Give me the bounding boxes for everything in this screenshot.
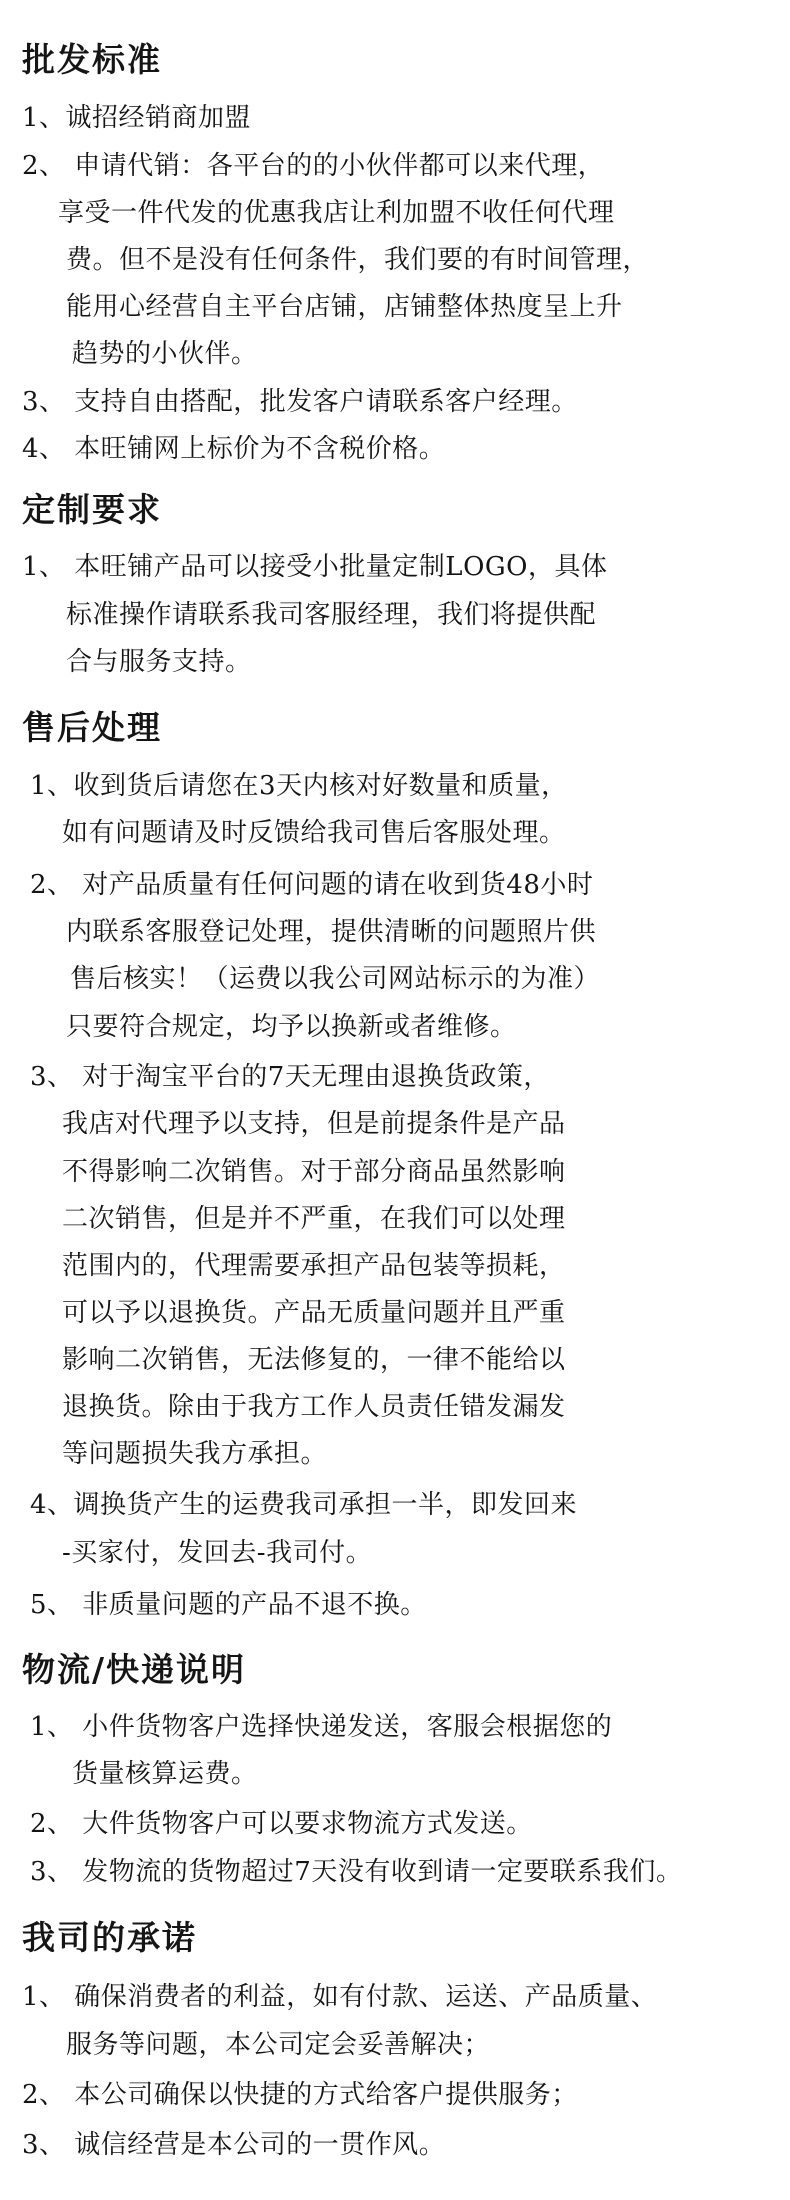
logistics-item-1: 1、 小件货物客户选择快递发送，客服会根据您的: [30, 1712, 613, 1742]
after-sales-item-3-cont: 不得影响二次销售。对于部分商品虽然影响: [62, 1157, 566, 1187]
wholesale-item-2-cont: 享受一件代发的优惠我店让利加盟不收任何代理: [58, 198, 615, 228]
after-sales-item-3-cont: 二次销售，但是并不严重，在我们可以处理: [62, 1204, 566, 1234]
after-sales-item-3-cont: 退换货。除由于我方工作人员责任错发漏发: [62, 1392, 566, 1422]
after-sales-item-3-cont: 范围内的，代理需要承担产品包装等损耗，: [62, 1251, 566, 1281]
wholesale-item-1: 1、诚招经销商加盟: [22, 103, 252, 133]
after-sales-item-4: 4、调换货产生的运费我司承担一半，即发回来: [30, 1490, 578, 1520]
after-sales-item-3-cont: 等问题损失我方承担。: [62, 1439, 328, 1469]
after-sales-item-4-cont: -买家付，发回去-我司付。: [62, 1538, 373, 1568]
after-sales-item-2: 2、 对产品质量有任何问题的请在收到货48小时: [30, 870, 594, 900]
after-sales-item-3-cont: 影响二次销售，无法修复的，一律不能给以: [62, 1345, 566, 1375]
wholesale-item-2-cont: 能用心经营自主平台店铺，店铺整体热度呈上升: [66, 292, 623, 322]
commitment-item-1: 1、 确保消费者的利益，如有付款、运送、产品质量、: [22, 1982, 658, 2012]
wholesale-item-3: 3、 支持自由搭配，批发客户请联系客户经理。: [22, 387, 578, 417]
commitment-item-3: 3、 诚信经营是本公司的一贯作风。: [22, 2130, 446, 2160]
after-sales-item-3-cont: 可以予以退换货。产品无质量问题并且严重: [62, 1298, 566, 1328]
customization-item-1-cont: 合与服务支持。: [66, 647, 252, 677]
customization-item-1-cont: 标准操作请联系我司客服经理，我们将提供配: [66, 600, 597, 630]
after-sales-item-3: 3、 对于淘宝平台的7天无理由退换货政策，: [30, 1062, 550, 1092]
commitment-item-2: 2、 本公司确保以快捷的方式给客户提供服务；: [22, 2080, 578, 2110]
section-title-customization: 定制要求: [22, 490, 162, 529]
wholesale-item-2-cont: 趋势的小伙伴。: [72, 339, 258, 369]
after-sales-item-1-cont: 如有问题请及时反馈给我司售后客服处理。: [62, 818, 566, 848]
after-sales-item-5: 5、 非质量问题的产品不退不换。: [30, 1590, 427, 1620]
logistics-item-2: 2、 大件货物客户可以要求物流方式发送。: [30, 1809, 533, 1839]
after-sales-item-2-cont: 只要符合规定，均予以换新或者维修。: [66, 1012, 517, 1042]
section-title-commitment: 我司的承诺: [22, 1918, 197, 1957]
commitment-item-1-cont: 服务等问题，本公司定会妥善解决；: [66, 2030, 491, 2060]
after-sales-item-1: 1、收到货后请您在3天内核对好数量和质量，: [30, 771, 568, 801]
section-title-wholesale: 批发标准: [22, 40, 162, 79]
logistics-item-1-cont: 货量核算运费。: [72, 1759, 258, 1789]
customization-item-1: 1、 本旺铺产品可以接受小批量定制LOGO，具体: [22, 552, 608, 582]
after-sales-item-2-cont: 售后核实！（运费以我公司网站标示的为准）: [70, 964, 601, 994]
after-sales-item-3-cont: 我店对代理予以支持，但是前提条件是产品: [62, 1109, 566, 1139]
section-title-logistics: 物流/快递说明: [22, 1650, 247, 1689]
after-sales-item-2-cont: 内联系客服登记处理，提供清晰的问题照片供: [66, 917, 597, 947]
section-title-after-sales: 售后处理: [22, 708, 162, 747]
wholesale-item-2-cont: 费。但不是没有任何条件，我们要的有时间管理，: [66, 245, 650, 275]
wholesale-item-2: 2、 申请代销：各平台的的小伙伴都可以来代理，: [22, 151, 605, 181]
wholesale-item-4: 4、 本旺铺网上标价为不含税价格。: [22, 434, 446, 464]
logistics-item-3: 3、 发物流的货物超过7天没有收到请一定要联系我们。: [30, 1857, 683, 1887]
